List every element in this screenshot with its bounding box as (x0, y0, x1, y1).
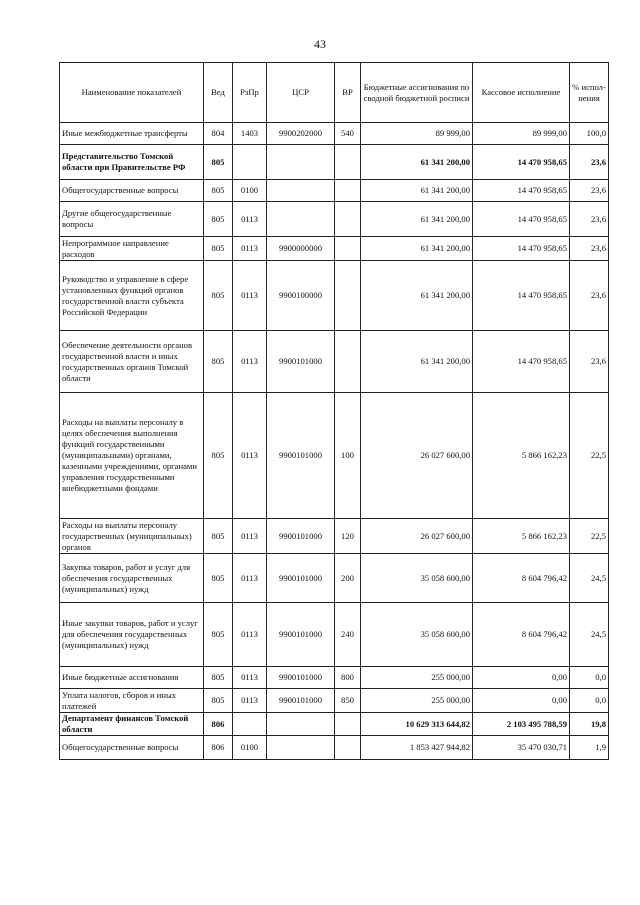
cell-ved: 805 (204, 554, 233, 603)
table-row (60, 123, 609, 145)
table-row (60, 713, 609, 736)
cell-name: Закупка товаров, работ и услуг для обеспечения государственных (муниципальных) нужд (60, 554, 204, 603)
cell-name: Другие общегосударственные вопросы (60, 202, 204, 237)
cell-vr: 540 (335, 123, 361, 145)
cell-execution-percent: 24,5 (570, 554, 609, 603)
cell-vr (335, 180, 361, 202)
table-row (60, 519, 609, 554)
cell-rzpr: 0113 (233, 603, 267, 667)
cell-cash-execution: 14 470 958,65 (473, 202, 570, 237)
cell-vr (335, 145, 361, 180)
cell-rzpr: 0113 (233, 331, 267, 393)
cell-execution-percent: 23,6 (570, 180, 609, 202)
cell-cash-execution: 8 604 796,42 (473, 554, 570, 603)
cell-cash-execution: 89 999,00 (473, 123, 570, 145)
cell-csr: 9900101000 (267, 519, 335, 554)
budget-execution-table (59, 62, 609, 760)
cell-csr: 9900101000 (267, 603, 335, 667)
cell-rzpr: 0100 (233, 736, 267, 760)
cell-ved: 805 (204, 667, 233, 689)
table-row (60, 603, 609, 667)
cell-execution-percent: 100,0 (570, 123, 609, 145)
cell-execution-percent: 22,5 (570, 393, 609, 519)
table-row (60, 331, 609, 393)
cell-rzpr: 0113 (233, 689, 267, 713)
cell-ved: 806 (204, 713, 233, 736)
cell-assignments: 61 341 200,00 (361, 202, 473, 237)
cell-vr (335, 331, 361, 393)
cell-vr (335, 261, 361, 331)
cell-csr: 9900202000 (267, 123, 335, 145)
header-csr: ЦСР (267, 63, 335, 123)
table-row (60, 180, 609, 202)
cell-name: Иные закупки товаров, работ и услуг для обеспечения государственных (муниципальных) нужд (60, 603, 204, 667)
cell-name: Общегосударственные вопросы (60, 180, 204, 202)
cell-cash-execution: 5 866 162,23 (473, 519, 570, 554)
cell-csr: 9900101000 (267, 331, 335, 393)
cell-cash-execution: 0,00 (473, 689, 570, 713)
cell-assignments: 61 341 200,00 (361, 261, 473, 331)
cell-rzpr: 0113 (233, 261, 267, 331)
cell-rzpr: 0113 (233, 393, 267, 519)
table-row (60, 689, 609, 713)
cell-ved: 805 (204, 202, 233, 237)
table-row (60, 237, 609, 261)
table-header-row (60, 63, 609, 123)
cell-name: Иные бюджетные ассигнования (60, 667, 204, 689)
cell-execution-percent: 0,0 (570, 667, 609, 689)
cell-ved: 805 (204, 145, 233, 180)
cell-ved: 805 (204, 603, 233, 667)
cell-execution-percent: 0,0 (570, 689, 609, 713)
cell-ved: 806 (204, 736, 233, 760)
cell-assignments: 89 999,00 (361, 123, 473, 145)
cell-cash-execution: 8 604 796,42 (473, 603, 570, 667)
table-row (60, 261, 609, 331)
cell-execution-percent: 23,6 (570, 331, 609, 393)
cell-rzpr: 0113 (233, 202, 267, 237)
cell-execution-percent: 23,6 (570, 261, 609, 331)
cell-name: Общегосударственные вопросы (60, 736, 204, 760)
cell-assignments: 26 027 600,00 (361, 519, 473, 554)
header-ved: Вед (204, 63, 233, 123)
cell-ved: 804 (204, 123, 233, 145)
header-name: Наименование показателей (60, 63, 204, 123)
table-row (60, 145, 609, 180)
cell-rzpr (233, 145, 267, 180)
cell-execution-percent: 22,5 (570, 519, 609, 554)
cell-ved: 805 (204, 180, 233, 202)
cell-execution-percent: 1,9 (570, 736, 609, 760)
cell-csr (267, 180, 335, 202)
cell-csr (267, 713, 335, 736)
table-row (60, 393, 609, 519)
cell-csr: 9900100000 (267, 261, 335, 331)
cell-execution-percent: 19,8 (570, 713, 609, 736)
cell-assignments: 61 341 200,00 (361, 180, 473, 202)
cell-assignments: 61 341 200,00 (361, 237, 473, 261)
cell-rzpr: 0113 (233, 554, 267, 603)
cell-csr: 9900101000 (267, 554, 335, 603)
header-cash-execution: Кассовое исполнение (473, 63, 570, 123)
cell-name: Расходы на выплаты персоналу в целях обеспечения выполнения функций государственными (муниципальными) органами, казенными учреждениями, органами управления государственными внебюджетными фондами (60, 393, 204, 519)
cell-rzpr: 0113 (233, 237, 267, 261)
cell-cash-execution: 35 470 030,71 (473, 736, 570, 760)
cell-ved: 805 (204, 331, 233, 393)
header-execution-percent: % испол- нения (570, 63, 609, 123)
cell-vr: 120 (335, 519, 361, 554)
cell-execution-percent: 23,6 (570, 237, 609, 261)
cell-csr: 9900101000 (267, 689, 335, 713)
cell-name: Департамент финансов Томской области (60, 713, 204, 736)
cell-name: Иные межбюджетные трансферты (60, 123, 204, 145)
cell-execution-percent: 23,6 (570, 145, 609, 180)
table-row (60, 667, 609, 689)
header-rzpr: РзПр (233, 63, 267, 123)
cell-rzpr: 0100 (233, 180, 267, 202)
cell-ved: 805 (204, 261, 233, 331)
cell-vr (335, 713, 361, 736)
table-row (60, 554, 609, 603)
cell-vr (335, 736, 361, 760)
cell-csr: 9900101000 (267, 393, 335, 519)
cell-csr: 9900000000 (267, 237, 335, 261)
cell-cash-execution: 14 470 958,65 (473, 180, 570, 202)
table-body (60, 123, 609, 760)
header-vr: ВР (335, 63, 361, 123)
cell-csr (267, 736, 335, 760)
cell-rzpr (233, 713, 267, 736)
cell-csr (267, 145, 335, 180)
cell-vr: 800 (335, 667, 361, 689)
cell-name: Расходы на выплаты персоналу государственных (муниципальных) органов (60, 519, 204, 554)
cell-cash-execution: 5 866 162,23 (473, 393, 570, 519)
cell-csr: 9900101000 (267, 667, 335, 689)
cell-rzpr: 1403 (233, 123, 267, 145)
cell-execution-percent: 24,5 (570, 603, 609, 667)
cell-ved: 805 (204, 393, 233, 519)
cell-assignments: 1 853 427 944,82 (361, 736, 473, 760)
cell-cash-execution: 14 470 958,65 (473, 261, 570, 331)
cell-vr: 240 (335, 603, 361, 667)
cell-assignments: 35 058 600,00 (361, 554, 473, 603)
cell-csr (267, 202, 335, 237)
cell-cash-execution: 0,00 (473, 667, 570, 689)
header-assignments: Бюджетные ассигнования по сводной бюджетной росписи (361, 63, 473, 123)
cell-rzpr: 0113 (233, 667, 267, 689)
table-row (60, 202, 609, 237)
cell-vr (335, 202, 361, 237)
cell-name: Уплата налогов, сборов и иных платежей (60, 689, 204, 713)
cell-ved: 805 (204, 519, 233, 554)
cell-cash-execution: 14 470 958,65 (473, 237, 570, 261)
cell-rzpr: 0113 (233, 519, 267, 554)
page-number: 43 (314, 37, 326, 51)
cell-ved: 805 (204, 237, 233, 261)
cell-name: Непрограммное направление расходов (60, 237, 204, 261)
cell-cash-execution: 14 470 958,65 (473, 331, 570, 393)
cell-cash-execution: 14 470 958,65 (473, 145, 570, 180)
cell-name: Руководство и управление в сфере установленных функций органов государственной власти субъекта Российской Федерации (60, 261, 204, 331)
cell-vr: 200 (335, 554, 361, 603)
cell-assignments: 35 058 600,00 (361, 603, 473, 667)
cell-vr: 100 (335, 393, 361, 519)
cell-assignments: 61 341 200,00 (361, 331, 473, 393)
cell-execution-percent: 23,6 (570, 202, 609, 237)
cell-assignments: 61 341 200,00 (361, 145, 473, 180)
cell-assignments: 255 000,00 (361, 667, 473, 689)
cell-vr: 850 (335, 689, 361, 713)
table-row (60, 736, 609, 760)
cell-ved: 805 (204, 689, 233, 713)
cell-assignments: 10 629 313 644,82 (361, 713, 473, 736)
cell-assignments: 255 000,00 (361, 689, 473, 713)
cell-vr (335, 237, 361, 261)
cell-name: Обеспечение деятельности органов государственной власти и иных государственных органов Томской области (60, 331, 204, 393)
cell-assignments: 26 027 600,00 (361, 393, 473, 519)
cell-cash-execution: 2 103 495 788,59 (473, 713, 570, 736)
cell-name: Представительство Томской области при Правительстве РФ (60, 145, 204, 180)
